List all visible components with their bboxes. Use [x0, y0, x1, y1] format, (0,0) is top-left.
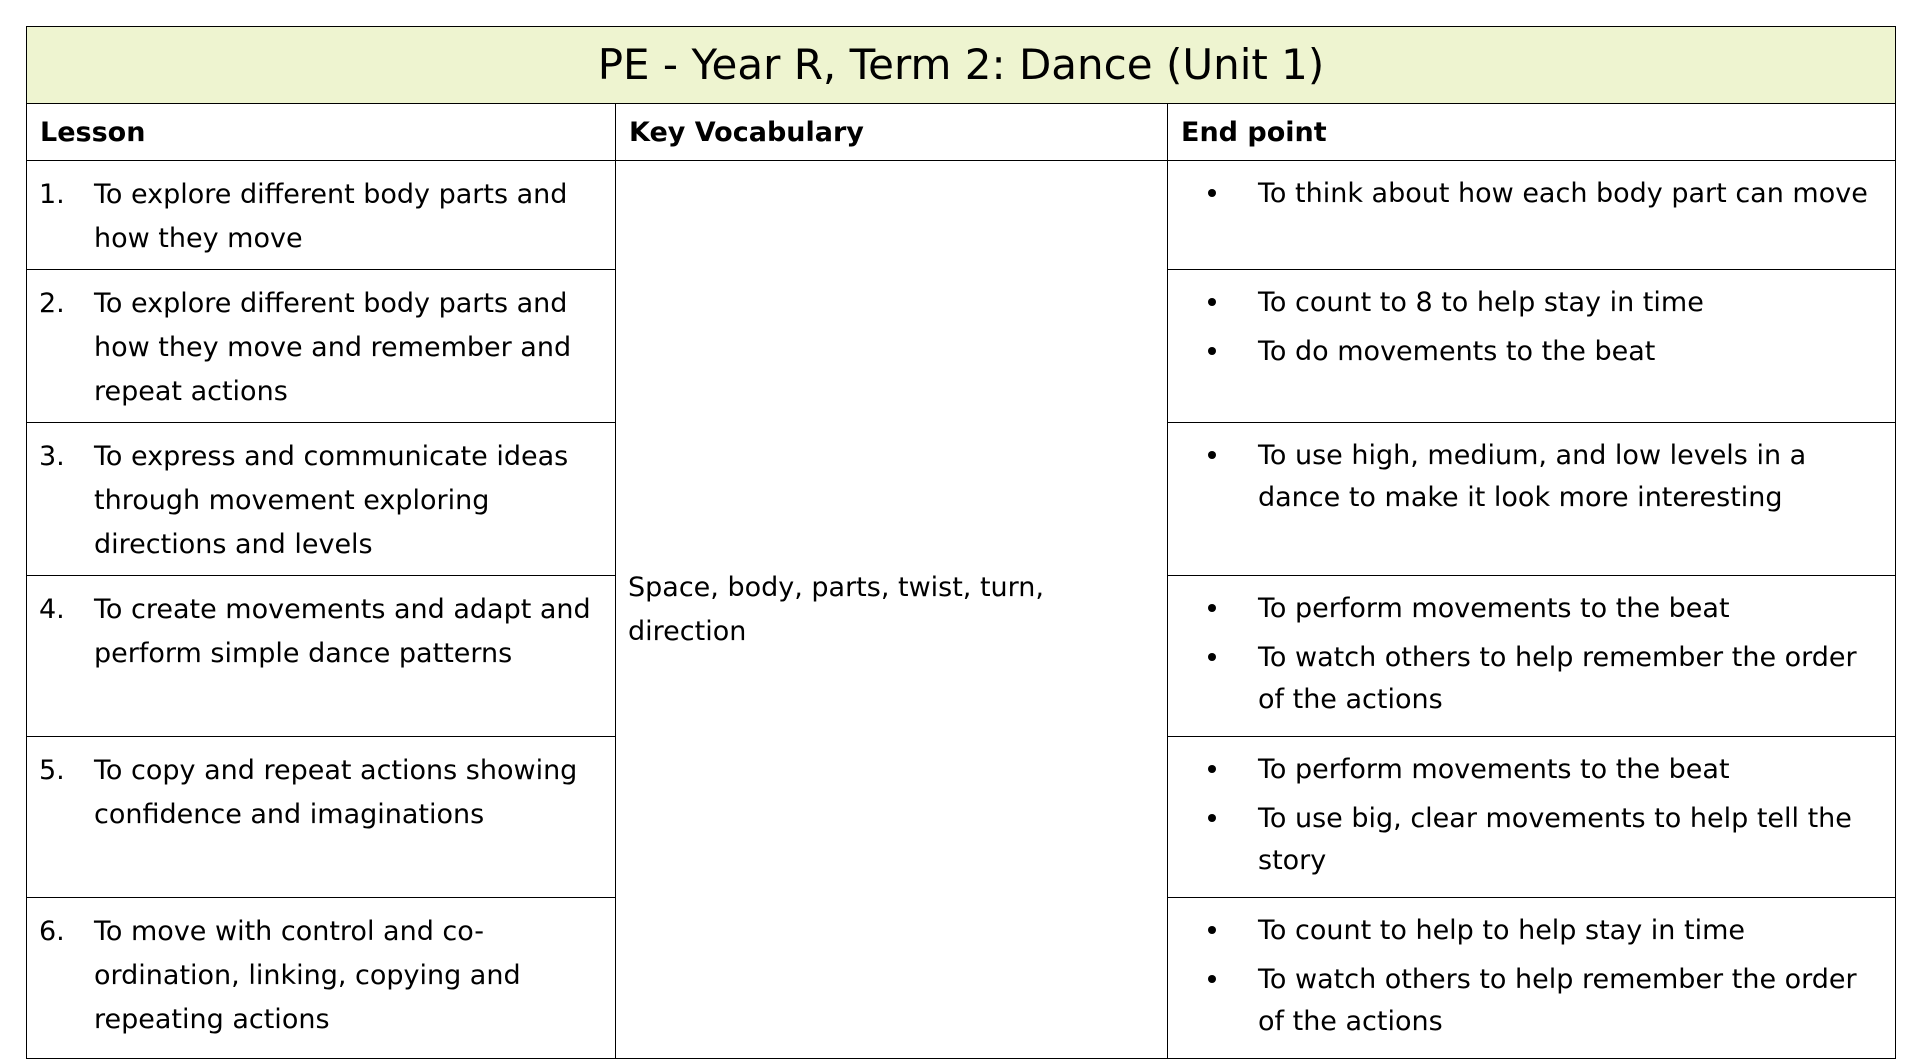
lesson-text: To copy and repeat actions showing confidence and imaginations	[94, 755, 578, 830]
end-point-item: To do movements to the beat	[1258, 336, 1656, 367]
end-point-cell	[1168, 576, 1896, 737]
end-point-item: To watch others to help remember the order of the actions	[1258, 964, 1857, 1037]
lesson-text: To explore different body parts and how they move	[94, 179, 568, 254]
table-row	[27, 161, 1896, 270]
bullet-icon	[1180, 910, 1258, 952]
bullet-icon	[1180, 588, 1258, 630]
lesson-cell	[27, 161, 616, 270]
end-point-item: To perform movements to the beat	[1258, 754, 1730, 785]
bullet-icon	[1180, 637, 1258, 721]
bullet-icon	[1180, 435, 1258, 519]
end-point-cell	[1168, 898, 1896, 1059]
lesson-cell	[27, 737, 616, 898]
title-banner	[27, 27, 1896, 104]
bullet-icon	[1180, 798, 1258, 882]
lesson-cell	[27, 576, 616, 737]
end-point-item: To perform movements to the beat	[1258, 593, 1730, 624]
lesson-number: 2.	[39, 288, 65, 319]
end-point-cell	[1168, 737, 1896, 898]
lesson-number: 6.	[39, 916, 65, 947]
end-point-item: To count to 8 to help stay in time	[1258, 287, 1704, 318]
lesson-cell	[27, 898, 616, 1059]
bullet-icon	[1180, 749, 1258, 791]
lesson-number: 3.	[39, 441, 65, 472]
lesson-text: To create movements and adapt and perform simple dance patterns	[94, 594, 591, 669]
lesson-text: To express and communicate ideas through movement exploring directions and levels	[94, 441, 569, 560]
bullet-icon	[1180, 331, 1258, 373]
end-point-item: To use big, clear movements to help tell the story	[1258, 803, 1852, 876]
end-point-item: To watch others to help remember the order of the actions	[1258, 642, 1857, 715]
lesson-number: 1.	[39, 179, 65, 210]
end-point-item: To think about how each body part can move	[1258, 178, 1868, 209]
lesson-cell	[27, 270, 616, 423]
lesson-text: To move with control and co-ordination, linking, copying and repeating actions	[94, 916, 521, 1035]
lesson-text: To explore different body parts and how they move and remember and repeat actions	[94, 288, 572, 407]
page-title: PE - Year R, Term 2: Dance (Unit 1)	[597, 40, 1325, 89]
bullet-icon	[1180, 282, 1258, 324]
bullet-icon	[1180, 173, 1258, 215]
end-point-cell	[1168, 423, 1896, 576]
header-key-vocabulary: Key Vocabulary	[616, 104, 1168, 161]
end-point-item: To count to help to help stay in time	[1258, 915, 1745, 946]
key-vocabulary-text: Space, body, parts, twist, turn, direction	[628, 571, 1044, 647]
end-point-cell	[1168, 270, 1896, 423]
lesson-number: 4.	[39, 594, 65, 625]
header-end-point: End point	[1168, 104, 1896, 161]
header-lesson: Lesson	[27, 104, 616, 161]
key-vocabulary-cell	[616, 161, 1168, 1059]
end-point-item: To use high, medium, and low levels in a dance to make it look more interesting	[1258, 440, 1807, 513]
bullet-icon	[1180, 959, 1258, 1043]
lesson-cell	[27, 423, 616, 576]
lesson-number: 5.	[39, 755, 65, 786]
end-point-cell	[1168, 161, 1896, 270]
lesson-plan-table	[26, 26, 1896, 1059]
